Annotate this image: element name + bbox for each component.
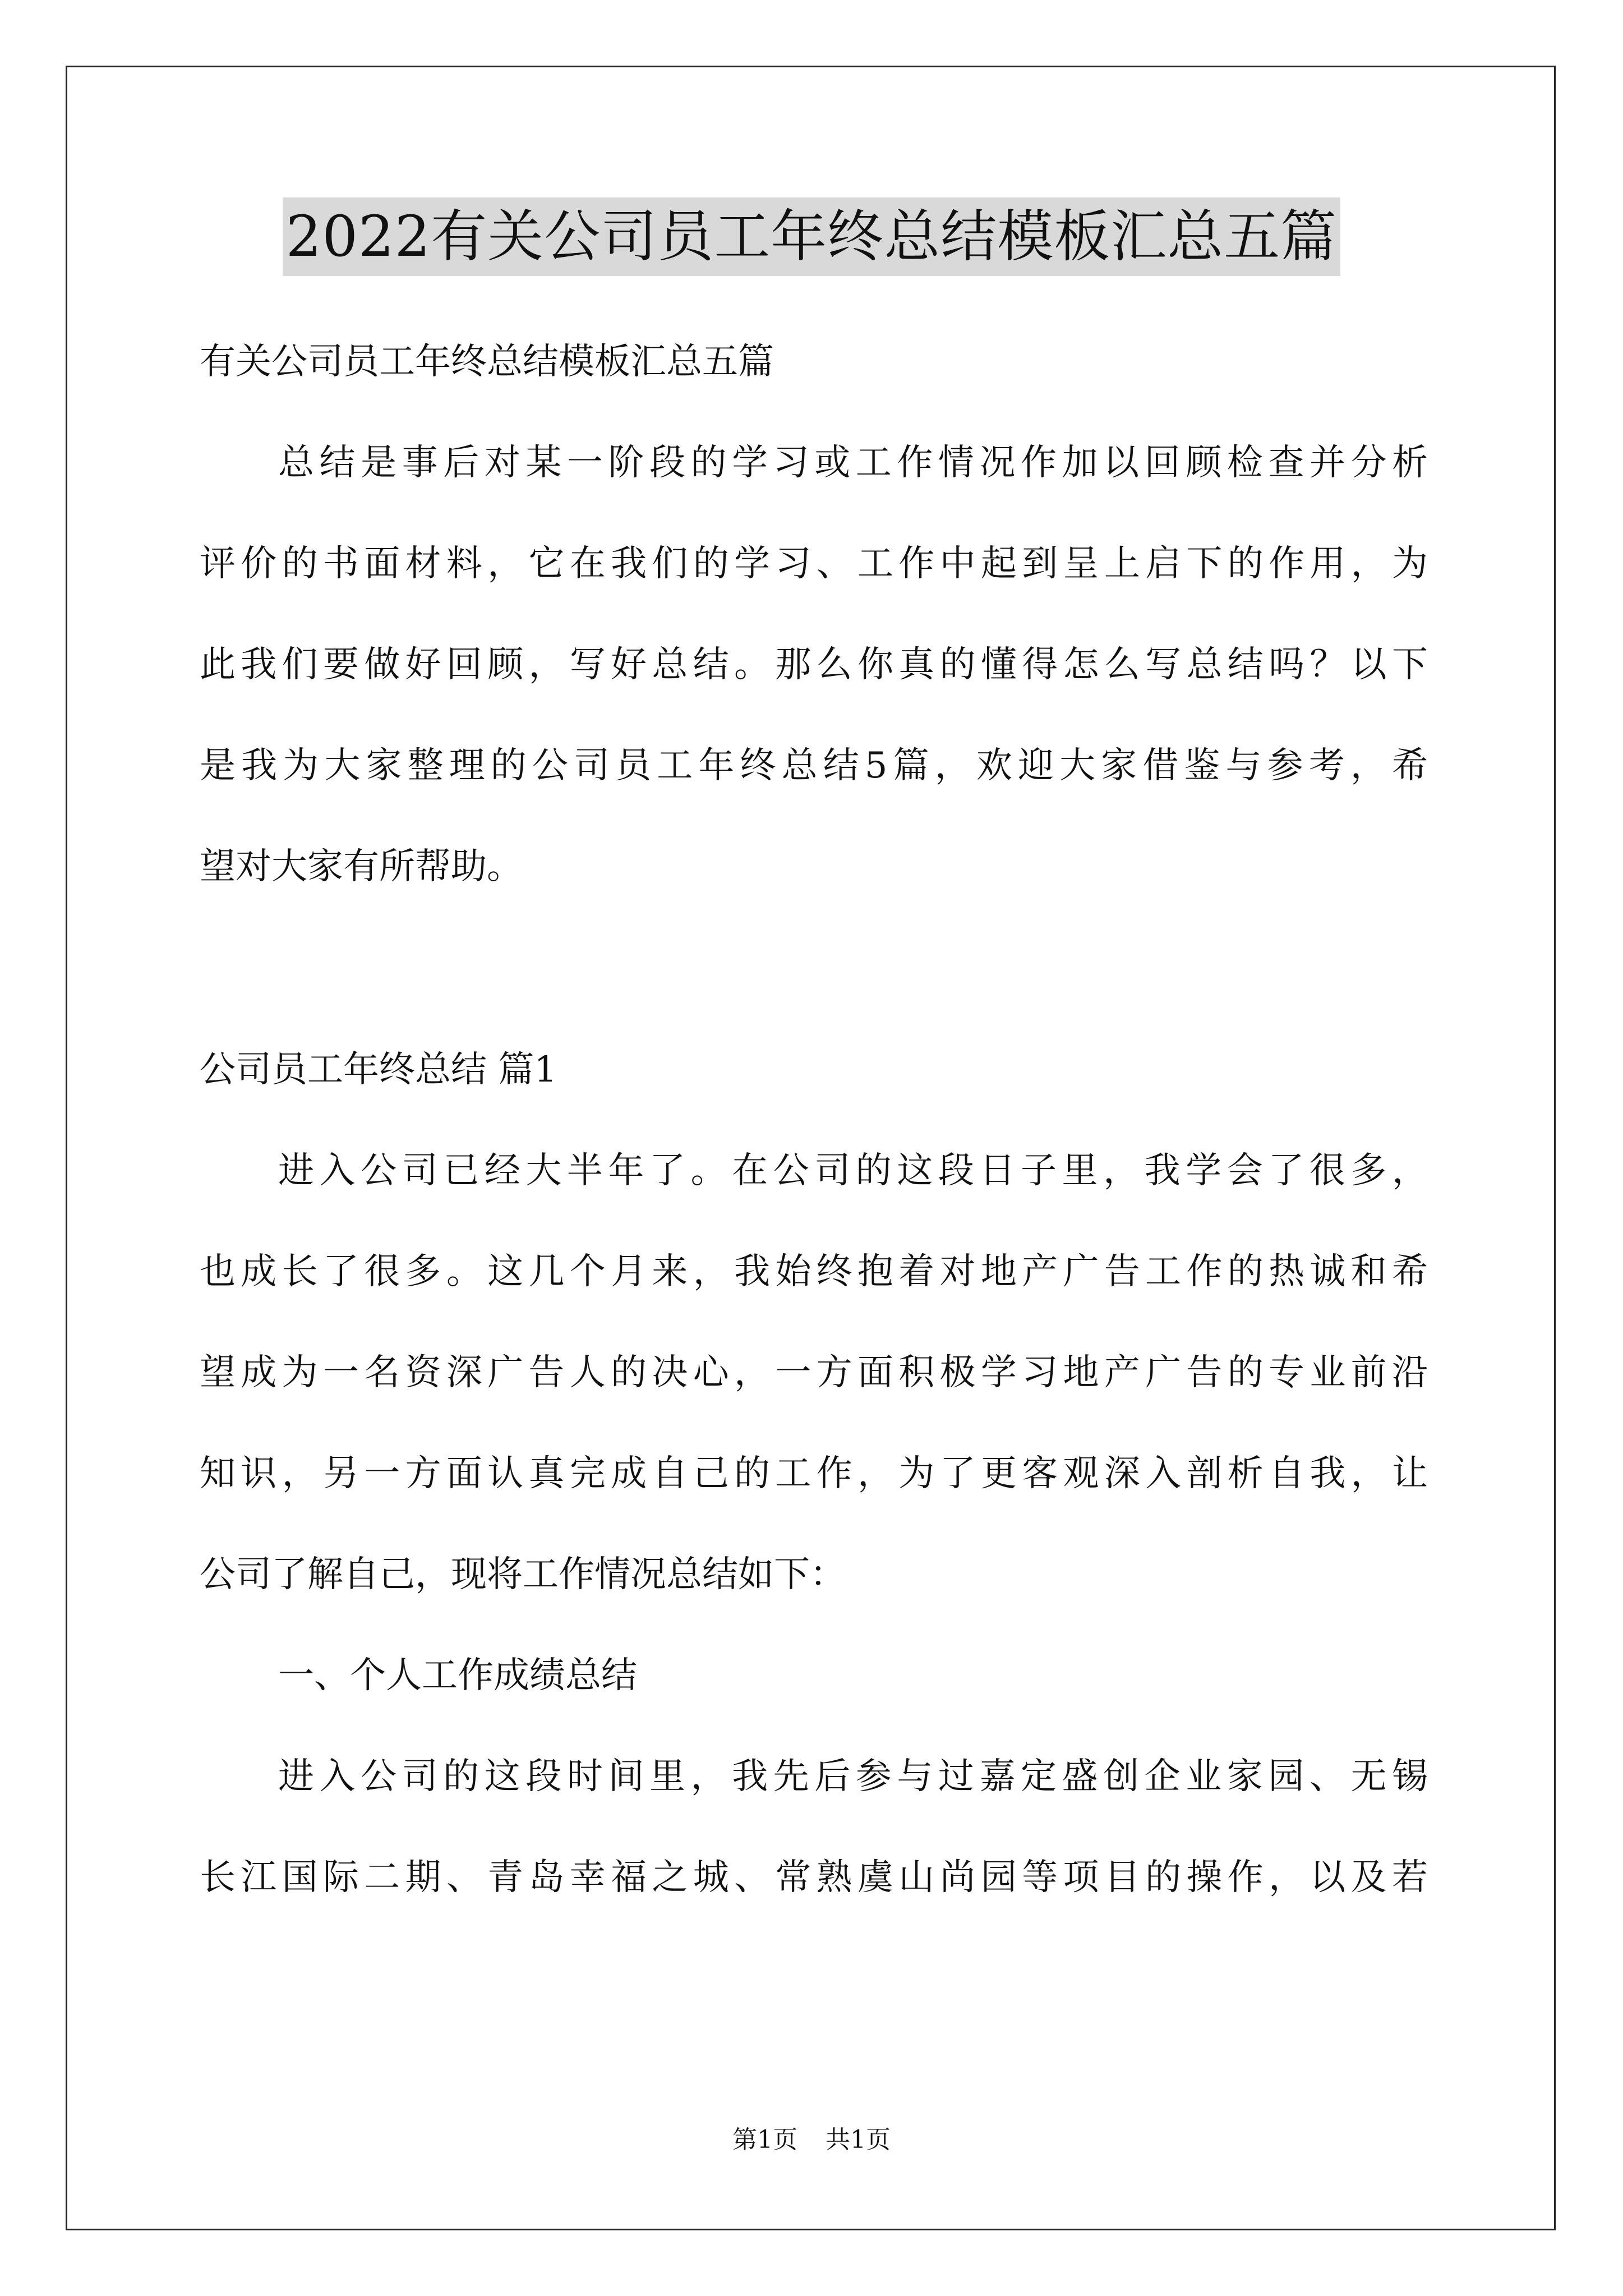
intro-line: 望对大家有所帮助。 [200, 846, 523, 887]
section-heading: 公司员工年终总结 篇1 [200, 1049, 557, 1091]
section-line: 公司了解自己，现将工作情况总结如下： [200, 1554, 846, 1595]
document-body [200, 311, 1428, 1928]
intro-line: 是我为大家整理的公司员工年终总结5篇，欢迎大家借鉴与参考，希 [200, 745, 1428, 786]
intro-line: 此我们要做好回顾，写好总结。那么你真的懂得怎么写总结吗？以下 [200, 644, 1428, 685]
section-line: 望成为一名资深广告人的决心，一方面积极学习地产广告的专业前沿 [200, 1352, 1428, 1393]
title-container [0, 197, 1623, 276]
section-line: 也成长了很多。这几个月来，我始终抱着对地产广告工作的热诚和希 [200, 1251, 1428, 1292]
intro-line: 评价的书面材料，它在我们的学习、工作中起到呈上启下的作用，为 [200, 543, 1428, 585]
subheading: 一、个人工作成绩总结 [278, 1655, 637, 1696]
document-title: 2022有关公司员工年终总结模板汇总五篇 [283, 197, 1341, 276]
intro-line: 总结是事后对某一阶段的学习或工作情况作加以回顾检查并分析 [278, 442, 1428, 484]
page-number: 第1页 [732, 2125, 797, 2154]
document-subtitle: 有关公司员工年终总结模板汇总五篇 [200, 341, 774, 383]
page-total: 共1页 [826, 2125, 891, 2154]
section-line: 知识，另一方面认真完成自己的工作，为了更客观深入剖析自我，让 [200, 1453, 1428, 1494]
body-line: 进入公司的这段时间里，我先后参与过嘉定盛创企业家园、无锡 [278, 1756, 1428, 1797]
section-line: 进入公司已经大半年了。在公司的这段日子里，我学会了很多， [278, 1150, 1428, 1191]
page-footer [0, 2123, 1623, 2157]
paragraph-gap [200, 917, 1428, 1019]
body-line: 长江国际二期、青岛幸福之城、常熟虞山尚园等项目的操作，以及若 [200, 1857, 1428, 1898]
